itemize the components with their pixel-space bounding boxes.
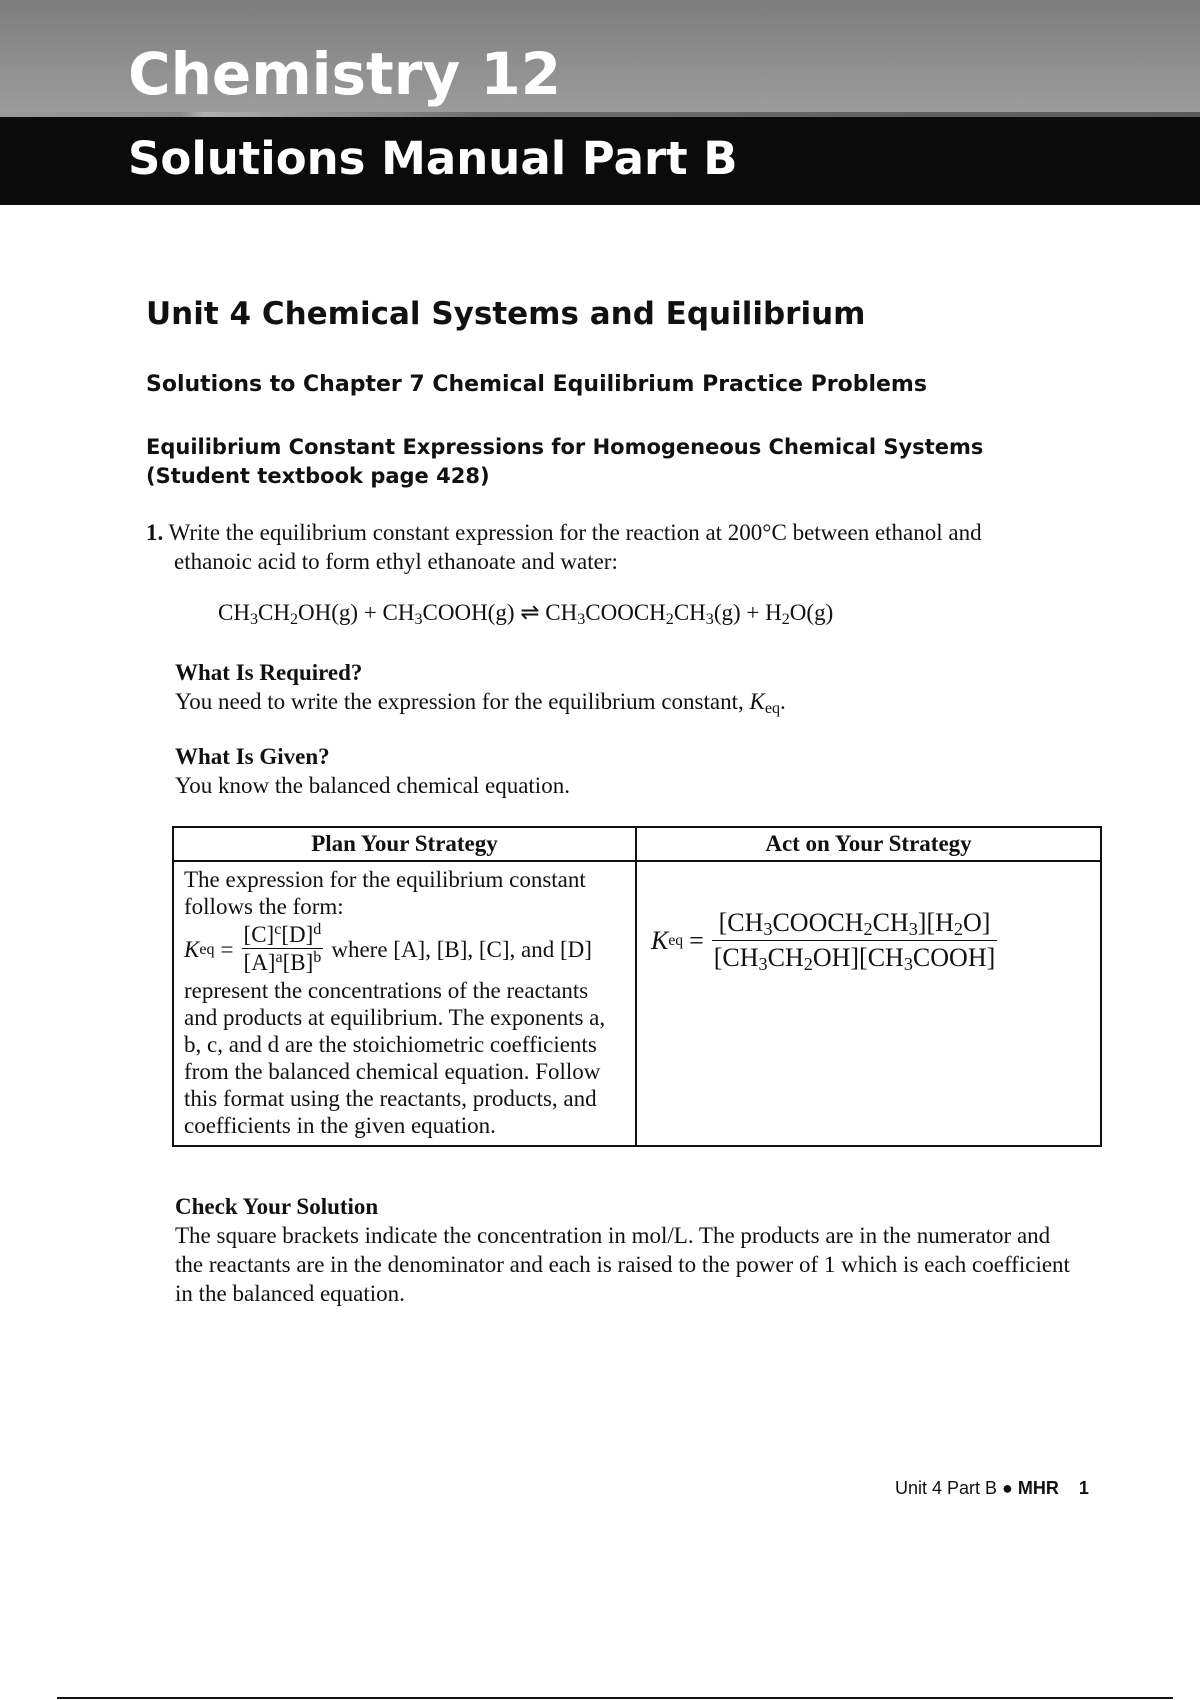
unit-heading: Unit 4 Chemical Systems and Equilibrium — [146, 296, 866, 332]
eq-text: CH — [218, 600, 250, 625]
eq-sub: 3 — [249, 611, 258, 628]
plan-cell — [173, 861, 636, 1146]
page-number: 1 — [1078, 1478, 1089, 1498]
eq-text: O(g) — [789, 600, 834, 625]
book-subtitle: Solutions Manual Part B — [128, 132, 738, 185]
eq-sub: 3 — [705, 611, 714, 628]
general-denominator — [242, 948, 324, 977]
general-numerator — [242, 922, 324, 948]
chapter-heading: Solutions to Chapter 7 Chemical Equilibrium Practice Problems — [146, 372, 927, 397]
header-banner — [0, 0, 1200, 205]
keq-symbol: K — [749, 689, 765, 714]
keq-subscript: eq — [764, 700, 781, 717]
reactants-denominator — [712, 940, 998, 975]
products-numerator — [717, 906, 993, 940]
given-text: You know the balanced chemical equation. — [175, 773, 570, 798]
eq-text: (g) + H — [713, 600, 782, 625]
page-footer — [895, 1478, 1089, 1499]
exp-c: c — [274, 921, 282, 938]
plan-equals: = — [220, 937, 234, 962]
what-is-given — [175, 742, 1075, 800]
den-text: COOH] — [912, 943, 996, 972]
num-sub: 3 — [763, 919, 773, 939]
general-keq-formula: K eq = $\frac{[C]^c[D]^d}{[A]^a[B]^b}$ where [A], [B], [C], and [D] — [184, 921, 592, 975]
eq-text: COOH(g) ⇌ CH — [422, 600, 578, 625]
problem-number: 1. — [146, 520, 164, 545]
act-equals: = — [689, 926, 704, 955]
plan-header: Plan Your Strategy — [173, 827, 636, 861]
eq-text: CH — [673, 600, 706, 625]
den-text: OH][CH — [812, 943, 904, 972]
given-heading: What Is Given? — [175, 744, 330, 769]
act-header: Act on Your Strategy — [636, 827, 1101, 861]
problem-question-line1: Write the equilibrium constant expression for the reaction at 200°C between ethanol and — [168, 520, 982, 545]
book-title: Chemistry 12 — [128, 40, 562, 108]
specific-fraction — [712, 906, 998, 975]
eq-sub: 3 — [414, 611, 423, 628]
table-header-row — [173, 827, 1101, 861]
eq-text: COOCH — [585, 600, 666, 625]
exp-b: b — [313, 949, 322, 966]
general-fraction — [242, 922, 324, 977]
section-title: Equilibrium Constant Expressions for Homogeneous Chemical Systems — [146, 435, 984, 459]
exp-d: d — [313, 921, 322, 938]
check-your-solution — [175, 1192, 1075, 1308]
num-c: [C] — [243, 922, 275, 947]
eq-sub: 2 — [665, 611, 674, 628]
section-page-ref: (Student textbook page 428) — [146, 464, 490, 488]
specific-keq-formula: K eq = $\frac{[CH_3COOCH_2CH_3][H_2O]}{[CH_3CH_2OH][CH_3COOH]}$ — [651, 908, 996, 974]
num-text: CH — [872, 908, 909, 937]
eq-text: CH — [258, 600, 290, 625]
num-sub: 3 — [908, 919, 918, 939]
den-sub: 3 — [903, 954, 913, 974]
required-heading: What Is Required? — [175, 660, 363, 685]
num-text: [CH — [718, 908, 764, 937]
den-a: [A] — [243, 950, 276, 975]
section-heading — [146, 433, 983, 491]
table-body-row — [173, 861, 1101, 1146]
den-sub: 3 — [758, 954, 768, 974]
footer-publisher: MHR — [1017, 1478, 1059, 1498]
required-text — [175, 687, 1075, 716]
eq-sub: 3 — [577, 611, 586, 628]
required-period: . — [780, 689, 786, 714]
eq-sub: 2 — [781, 611, 790, 628]
num-text: ][H — [917, 908, 954, 937]
num-text: O] — [962, 908, 991, 937]
eq-text: OH(g) + CH — [298, 600, 415, 625]
check-heading: Check Your Solution — [175, 1194, 379, 1219]
problem-1 — [146, 518, 1046, 576]
den-b: [B] — [282, 950, 314, 975]
num-text: COOCH — [772, 908, 864, 937]
plan-explanation: represent the concentrations of the reactants and products at equilibrium. The exponents a, b, c, and d are the stoichiometric coefficients from the balanced chemical equation. Follow this format using the reactants, products, and coefficients in the given equation. — [184, 978, 606, 1138]
num-sub: 2 — [953, 919, 963, 939]
what-is-required — [175, 658, 1075, 716]
act-keq-symbol: K — [651, 926, 669, 955]
problem-question-line2: ethanoic acid to form ethyl ethanoate and water: — [174, 549, 618, 574]
exp-a: a — [275, 949, 283, 966]
num-d: [D] — [281, 922, 314, 947]
den-text: CH — [767, 943, 804, 972]
act-cell — [636, 861, 1101, 1146]
strategy-table — [172, 826, 1102, 1147]
bottom-divider — [57, 1697, 1173, 1699]
den-sub: 2 — [803, 954, 813, 974]
plan-intro: The expression for the equilibrium constant follows the form: — [184, 867, 586, 919]
num-sub: 2 — [863, 919, 873, 939]
chemical-equation — [218, 600, 833, 626]
check-text: The square brackets indicate the concentration in mol/L. The products are in the numerator and the reactants are in the denominator and each is raised to the power of 1 which is each coefficient in the balanced equation. — [175, 1223, 1070, 1306]
plan-keq-symbol: K — [184, 937, 200, 962]
eq-sub: 2 — [289, 611, 298, 628]
den-text: [CH — [713, 943, 759, 972]
required-sentence: You need to write the expression for the equilibrium constant, — [175, 689, 750, 714]
plan-where: where [A], [B], [C], and [D] — [331, 937, 592, 962]
footer-unit-label: Unit 4 Part B ● — [895, 1478, 1018, 1498]
